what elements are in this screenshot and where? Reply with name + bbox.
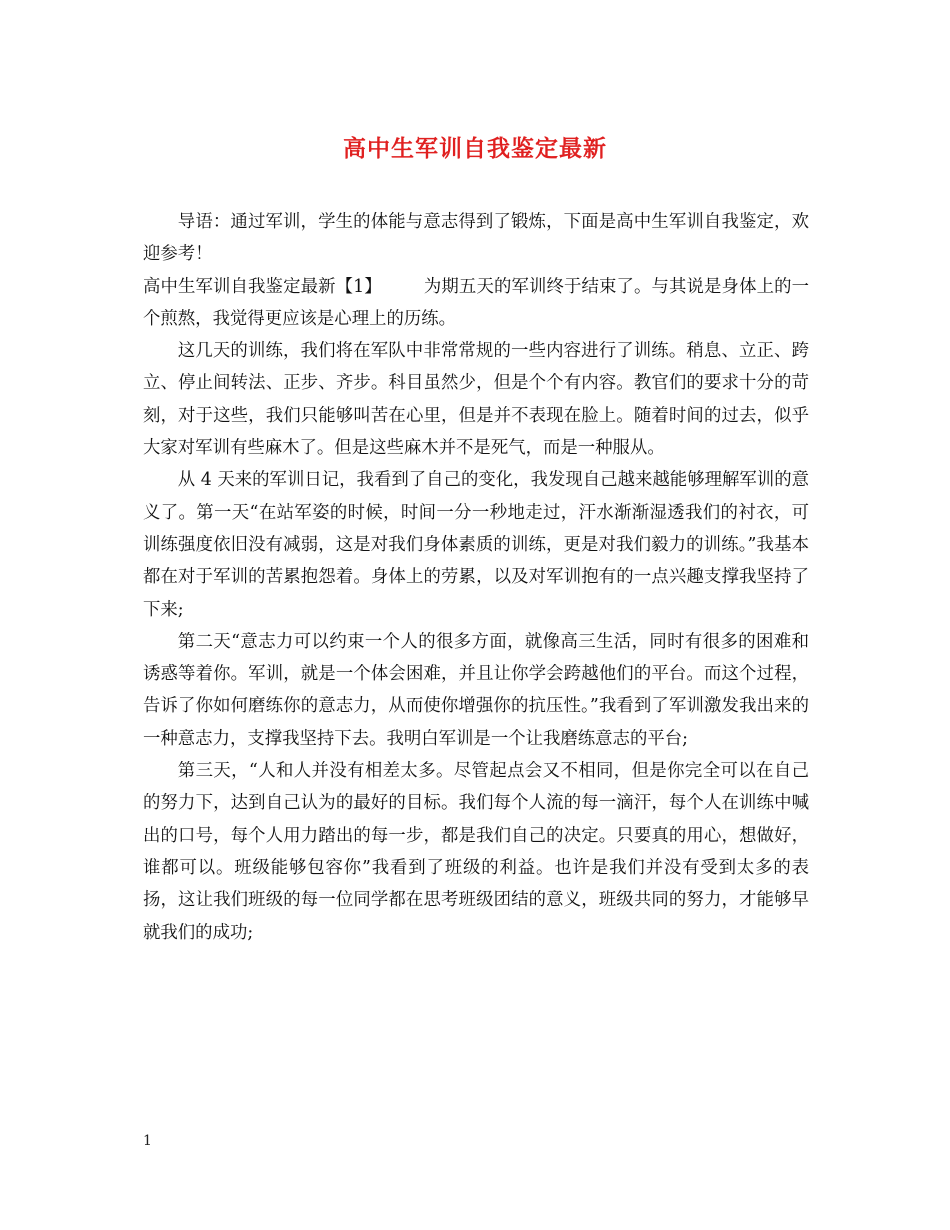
body-paragraph-3: 第二天“意志力可以约束一个人的很多方面，就像高三生活，同时有很多的困难和诱惑等着你。军训，就是一个体会困难，并且让你学会跨越他们的平台。而这个过程，告诉了你如何磨练你的意志力，从而使你增强你的抗压性。”我看到了军训激发我出来的一种意志力，支撑我坚持下去。我明白军训是一个让我磨练意志的平台; — [143, 631, 809, 749]
section-first-paragraph: 为期五天的军训终于结束了。与其说是身体上的一个煎熬，我觉得更应该是心理上的历练。 — [143, 276, 809, 329]
document-body — [143, 206, 809, 949]
intro-paragraph: 导语：通过军训，学生的体能与意志得到了锻炼，下面是高中生军训自我鉴定，欢迎参考！ — [143, 212, 809, 265]
page-number: 1 — [143, 1133, 152, 1149]
body-paragraph-1: 这几天的训练，我们将在军队中非常常规的一些内容进行了训练。稍息、立正、跨立、停止间转法、正步、齐步。科目虽然少，但是个个有内容。教官们的要求十分的苛刻，对于这些，我们只能够叫苦在心里，但是并不表现在脸上。随着时间的过去，似乎大家对军训有些麻木了。但是这些麻木并不是死气，而是一种服从。 — [143, 341, 809, 459]
document-title: 高中生军训自我鉴定最新 — [343, 135, 607, 162]
body-paragraph-2: 从 4 天来的军训日记，我看到了自己的变化，我发现自己越来越能够理解军训的意义了。第一天“在站军姿的时候，时间一分一秒地走过，汗水渐渐湿透我们的衬衣，可训练强度依旧没有减弱，这是对我们身体素质的训练，更是对我们毅力的训练。”我基本都在对于军训的苦累抱怨着。身体上的劳累，以及对军训抱有的一点兴趣支撑我坚持了下来; — [143, 470, 809, 620]
section-paragraph — [143, 271, 809, 336]
body-paragraph-4: 第三天，“人和人并没有相差太多。尽管起点会又不相同，但是你完全可以在自己的努力下，达到自己认为的最好的目标。我们每个人流的每一滴汗，每个人在训练中喊出的口号，每个人用力踏出的每一步，都是我们自己的决定。只要真的用心，想做好，谁都可以。班级能够包容你”我看到了班级的利益。也许是我们并没有受到太多的表扬，这让我们班级的每一位同学都在思考班级团结的意义，班级共同的努力，才能够早就我们的成功; — [143, 761, 809, 943]
section-heading: 高中生军训自我鉴定最新【1】 — [143, 276, 382, 297]
